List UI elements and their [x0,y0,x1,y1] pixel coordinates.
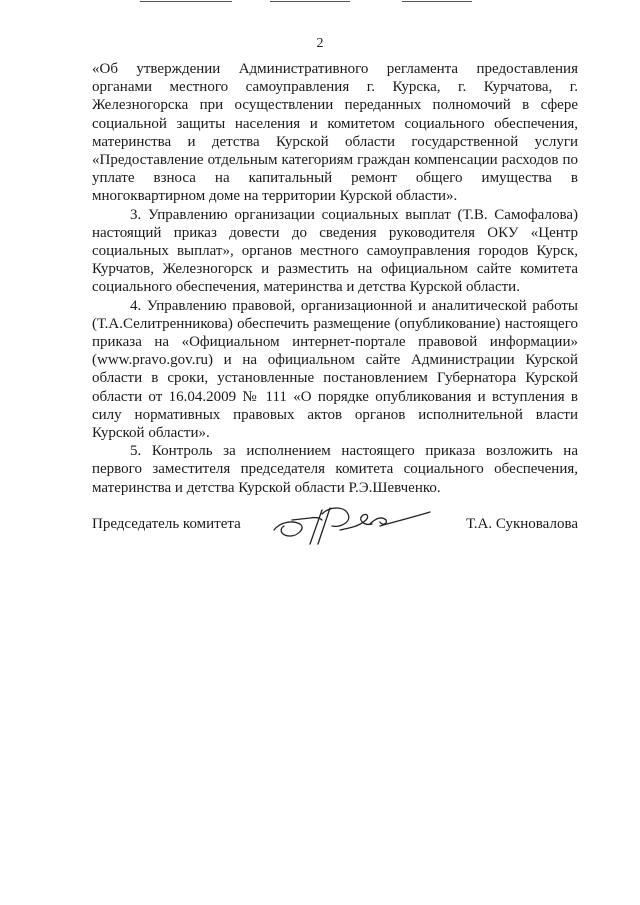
signature-block [92,508,578,548]
paragraph-item-4: 4. Управлению правовой, организационной и аналитической работы (Т.А.Селитренникова) обеспечить размещение (опубликование) настоящего приказа на «Официальном интернет-портале правовой информации» (www.pravo.gov.ru) и на официальном сайте Администрации Курской области в сроки, установленные постановлением Губернатора Курской области от 16.04.2009 № 111 «О порядке опубликования и вступления в силу нормативных правовых актов органов исполнительной власти Курской области». [92,297,578,442]
page-number: 2 [316,36,324,51]
document-body [92,60,578,497]
paragraph-item-3: 3. Управлению организации социальных выплат (Т.В. Самофалова) настоящий приказ довести до сведения руководителя ОКУ «Центр социальных выплат», органов местного самоуправления городов Курск, Курчатов, Железногорск и разместить на официальном сайте комитета социального обеспечения, материнства и детства Курской области. [92,206,578,296]
handwritten-signature [270,500,440,552]
header-rule-fragments [0,0,640,6]
paragraph-item-5: 5. Контроль за исполнением настоящего приказа возложить на первого заместителя председателя комитета социального обеспечения, материнства и детства Курской области Р.Э.Шевченко. [92,443,578,496]
signer-name: Т.А. Сукновалова [466,516,578,532]
paragraph-continuation: «Об утверждении Административного регламента предоставления органами местного самоуправления г. Курска, г. Курчатова, г. Железногорска при осуществлении переданных полномочий в сфере социальной защиты населения и комитетом социального обеспечения, материнства и детства Курской области государственной услуги «Предоставление отдельным категориям граждан компенсации расходов по уплате взноса на капитальный ремонт общего имущества в многоквартирном доме на территории Курской области». [92,61,578,205]
signer-title: Председатель комитета [92,516,241,532]
